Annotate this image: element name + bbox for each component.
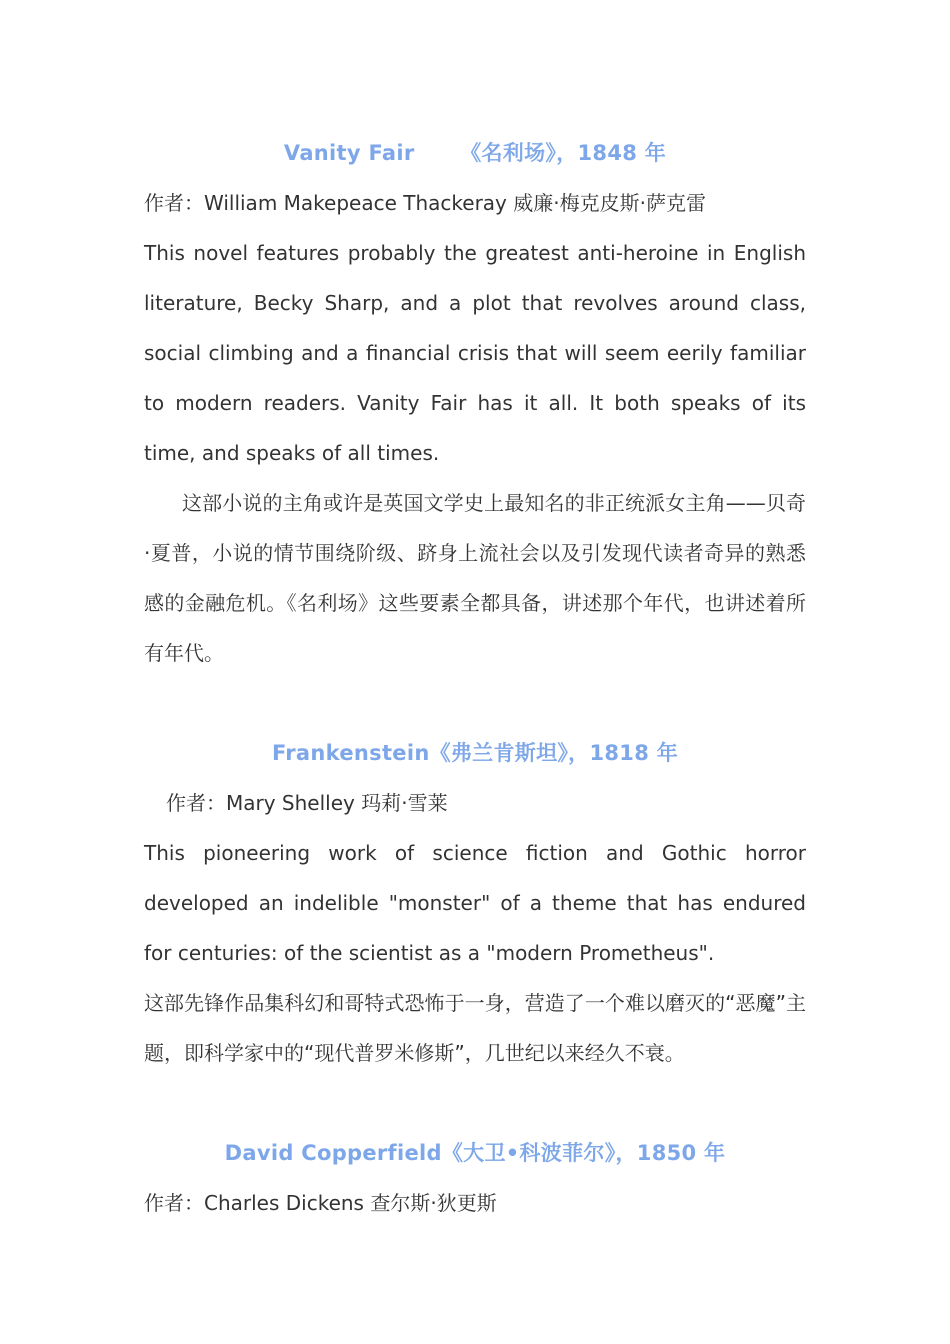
book-entry-vanity-fair: [144, 128, 806, 678]
book-author: 作者：Charles Dickens 查尔斯·狄更斯: [144, 1191, 497, 1215]
book-entry-david-copperfield: [144, 1128, 806, 1228]
document-page: [144, 128, 806, 1228]
book-author: 作者：William Makepeace Thackeray 威廉·梅克皮斯·萨克雷: [144, 191, 706, 215]
book-title: Frankenstein《弗兰肯斯坦》，1818 年: [271, 741, 679, 765]
chinese-description: 这部小说的主角或许是英国文学史上最知名的非正统派女主角——贝奇·夏普，小说的情节围绕阶级、跻身上流社会以及引发现代读者奇异的熟悉感的金融危机。《名利场》这些要素全都具备，讲述那个年代，也讲述着所有年代。: [144, 491, 806, 665]
english-description: This pioneering work of science fiction and Gothic horror developed an indelible "monster" of a theme that has endured for centuries: of the scientist as a "modern Prometheus".: [144, 841, 806, 965]
book-title: Vanity Fair 《名利场》，1848 年: [283, 141, 667, 165]
book-author: 作者：Mary Shelley 玛莉·雪莱: [166, 791, 448, 815]
section-spacer: [144, 678, 806, 728]
english-description: This novel features probably the greatest anti-heroine in English literature, Becky Sharp, and a plot that revolves around class, social climbing and a financial crisis that will seem eerily familiar to modern readers. Vanity Fair has it all. It both speaks of its time, and speaks of all times.: [144, 241, 806, 465]
chinese-description: 这部先锋作品集科幻和哥特式恐怖于一身，营造了一个难以磨灭的“恶魔”主题，即科学家中的“现代普罗米修斯”，几世纪以来经久不衰。: [144, 991, 806, 1065]
section-spacer: [144, 1078, 806, 1128]
book-title: David Copperfield《大卫•科波菲尔》，1850 年: [224, 1141, 726, 1165]
book-entry-frankenstein: [144, 728, 806, 1078]
